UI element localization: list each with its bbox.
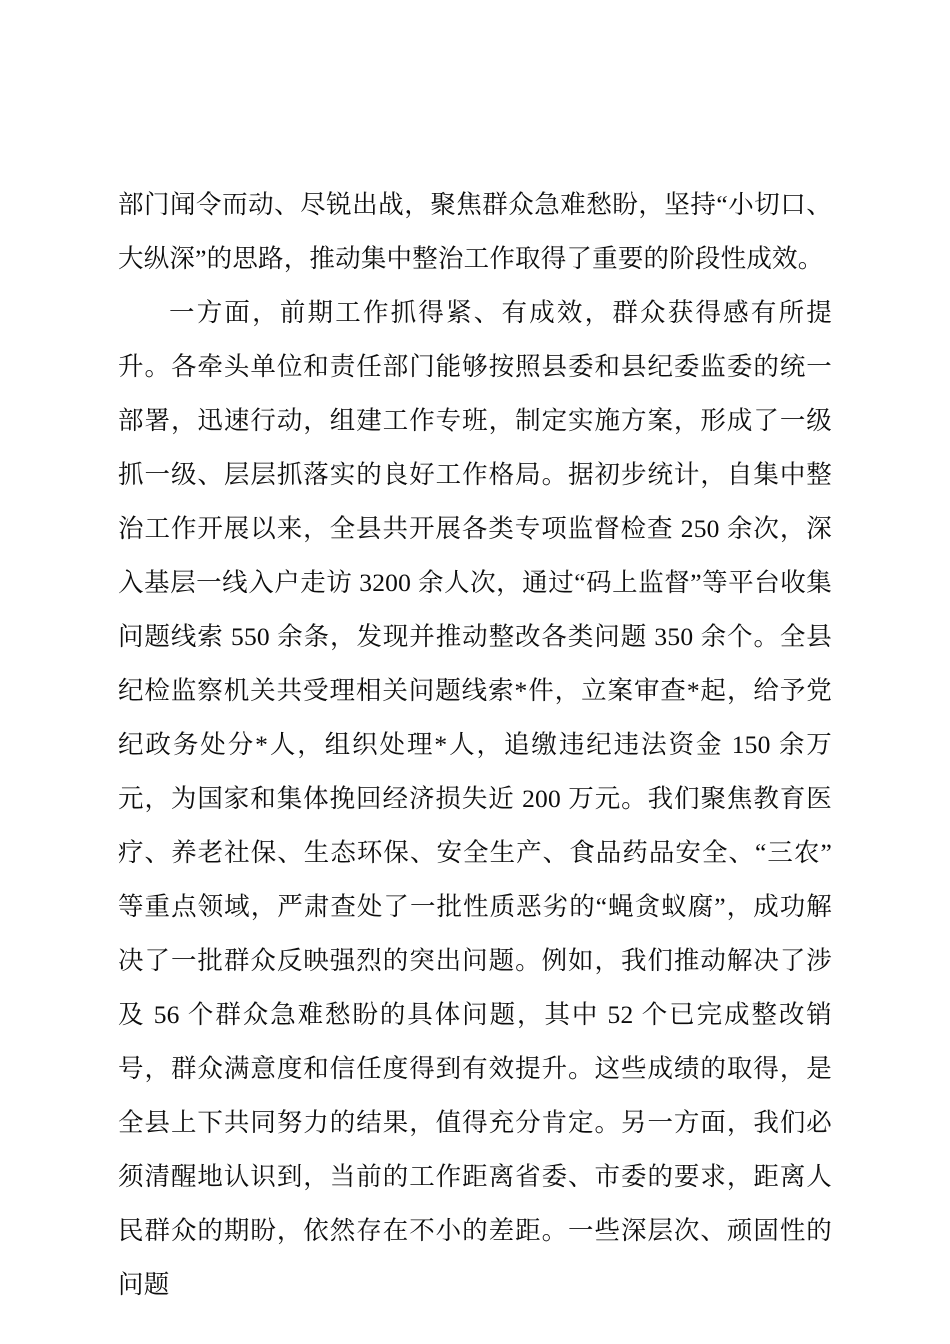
document-body: [118, 178, 832, 1312]
paragraph-1: 部门闻令而动、尽锐出战，聚焦群众急难愁盼，坚持“小切口、大纵深”的思路，推动集中整治工作取得了重要的阶段性成效。: [118, 190, 832, 273]
paragraph-2: 一方面，前期工作抓得紧、有成效，群众获得感有所提升。各牵头单位和责任部门能够按照县委和县纪委监委的统一部署，迅速行动，组建工作专班，制定实施方案，形成了一级抓一级、层层抓落实的良好工作格局。据初步统计，自集中整治工作开展以来，全县共开展各类专项监督检查 250 余次，深入基层一线入户走访 3200 余人次，通过“码上监督”等平台收集问题线索 550 余条，发现并推动整改各类问题 350 余个。全县纪检监察机关共受理相关问题线索*件，立案审查*起，给予党纪政务处分*人，组织处理*人，追缴违纪违法资金 150 余万元，为国家和集体挽回经济损失近 200 万元。我们聚焦教育医疗、养老社保、生态环保、安全生产、食品药品安全、“三农”等重点领域，严肃查处了一批性质恶劣的“蝇贪蚁腐”，成功解决了一批群众反映强烈的突出问题。例如，我们推动解决了涉及 56 个群众急难愁盼的具体问题，其中 52 个已完成整改销号，群众满意度和信任度得到有效提升。这些成绩的取得，是全县上下共同努力的结果，值得充分肯定。另一方面，我们必须清醒地认识到，当前的工作距离省委、市委的要求，距离人民群众的期盼，依然存在不小的差距。一些深层次、顽固性的问题: [118, 298, 832, 1299]
